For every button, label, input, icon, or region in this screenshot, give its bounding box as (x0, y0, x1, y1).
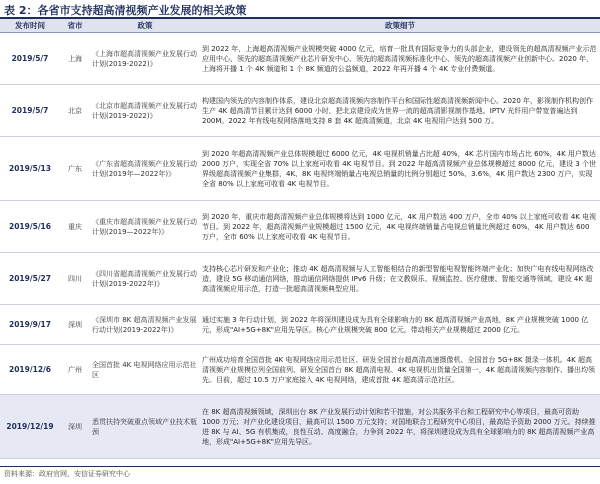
row-policy: 全国首批 4K 电视网络应用示范社区 (90, 345, 200, 395)
table-row (0, 395, 600, 459)
table-row (0, 137, 600, 201)
row-detail: 广州成功培育全国首批 4K 电视网络应用示范社区、研发全国首台超高清高速摄像机、全国首台 5G+8K 摄录一体机。4K 超高清视频产业规模位列全国前列、研发全国首台 8K 超高清电视、4K 电视机出货量全国第一，4K 超高清视频内容制作、播出均领先。目前，超过 10.5 万户家庭接入 4K 电视网络，建成首批 4K 超高清示范社区。 (200, 345, 600, 395)
row-policy: 《深圳市 8K 超高清视频产业发展行动计划(2019-2022年)》 (90, 305, 200, 345)
row-date: 2019/5/27 (0, 253, 60, 305)
row-detail: 到 2020 年，重庆市超高清视频产业总体规模将达到 1000 亿元，4K 用户数达 400 万户，全市 40% 以上家庭可收看 4K 电视节目。到 2022 年，超高清视频产业规模超过 1500 亿元，4K 电视终端销量占电视总销量比例超过 60%，4K 用户数达 600 万户，全市 60% 以上家庭可收看 4K 电视节目。 (200, 201, 600, 253)
header-detail: 政策细节 (200, 19, 600, 33)
row-date: 2019/5/7 (0, 33, 60, 85)
table-row (0, 253, 600, 305)
row-detail: 构建国内领先的内容制作体系，建设北京超高清视频内容制作平台和国际性超高清视频新闻中心。2020 年，影视制作机构创作生产 4K 超高清节目累计达到 6000 小时，把北京建设成为世界一流的超高清影视制作基地。IPTV 光纤用户带宽普遍达到 200M。2022 年有线电视网络落地支持 8 套 4K 超高清频道，北京 4K 电视用户达到 500 万。 (200, 85, 600, 137)
header-province: 省市 (60, 19, 90, 33)
row-date: 2019/9/17 (0, 305, 60, 345)
table-row (0, 305, 600, 345)
source-note: 资料来源：政府官网，安信证券研究中心 (4, 470, 130, 478)
row-date: 2019/5/7 (0, 85, 60, 137)
table-row (0, 33, 600, 85)
row-detail: 到 2022 年，上海超高清视频产业规模突破 4000 亿元，培育一批具有国际竞争力的头部企业，建设领先的超高清视频产业示范应用中心、领先的超高清视频产业芯片研发中心、领先的超高清视频标准化中心、领先的超高清视频产业创新中心。2020 年，上海将开播 1 个 4K 频道和 1 个 8K 频道的公益频道，2022 年再开播 4 个 4K 专业付费频道。 (200, 33, 600, 85)
row-date: 2019/5/16 (0, 201, 60, 253)
table-row (0, 201, 600, 253)
row-detail: 到 2020 年超高清视频产业总体规模超过 6000 亿元，4K 电视机销量占比超 40%，4K 芯片国内市场占比 60%，4K 用户数达 2000 万户，实现全省 70% 以上家庭可收看 4K 电视节目。到 2022 年超高清视频产业总体规模超过 8000 亿元，建设 3 个世界级超高清视频产业集群，4K、8K 电视终端销量占电视总销量的比例分别超过 50%、3.6%，4K 用户数达 2300 万户，实现全省 80% 以上家庭可收看 4K 电视节目。 (200, 137, 600, 201)
row-date: 2019/12/6 (0, 345, 60, 395)
row-province: 广东 (60, 137, 90, 201)
row-detail: 在 8K 超高清视频领域，深圳出台 8K 产业发展行动计划和若干措施，对公共服务平台和工程研究中心等项目，最高可资助 1000 万元；对产业化建设项目，最高可以 1500 万元支持；对国地联合工程研究中心项目，最高给予资助 2000 万元。持续推进 8K 与 AI、5G 有机集成，良性互动、高度融合，力争到 2022 年，将深圳建设成为具有全球影响力的 8K 超高清视频产业高地，形成"AI+5G+8K"应用先导区。 (200, 395, 600, 459)
table-row (0, 345, 600, 395)
row-date: 2019/12/19 (0, 395, 60, 459)
row-province: 重庆 (60, 201, 90, 253)
row-policy: 《四川省超高清视频产业发展行动计划(2019-2022年)》 (90, 253, 200, 305)
row-date: 2019/5/13 (0, 137, 60, 201)
table-row (0, 85, 600, 137)
row-policy: 《广东省超高清视频产业发展行动计划(2019年—2022年)》 (90, 137, 200, 201)
header-policy: 政策 (90, 19, 200, 33)
row-policy: 悉贯扶持突破重点领域产业技术瓶颈 (90, 395, 200, 459)
row-province: 深圳 (60, 395, 90, 459)
row-province: 广州 (60, 345, 90, 395)
row-policy: 《重庆市超高清视频产业发展行动计划(2019—2022年)》 (90, 201, 200, 253)
bottom-rule (0, 466, 600, 467)
row-province: 北京 (60, 85, 90, 137)
row-detail: 通过实施 3 年行动计划，到 2022 年将深圳建设成为具有全球影响力的 8K 超高清视频产业高地，8K 产业规模突破 1000 亿元，形成"AI+5G+8K"应用先导区。核心产业规模突破 800 亿元，带动相关产业规模超过 2000 亿元。 (200, 305, 600, 345)
row-province: 深圳 (60, 305, 90, 345)
header-date: 发布时间 (0, 19, 60, 33)
row-province: 上海 (60, 33, 90, 85)
policy-table (0, 19, 600, 459)
row-policy: 《北京市超高清视频产业发展行动计划(2019-2022)》 (90, 85, 200, 137)
row-province: 四川 (60, 253, 90, 305)
row-policy: 《上海市超高清视频产业发展行动计划(2019-2022)》 (90, 33, 200, 85)
row-detail: 支持核心芯片研发和产业化；推动 4K 超高清视频与人工智能相结合的新型智能电视智能终端产业化；加快广电有线电视网络改造，建设 5G 移动通信网络，推动通信网络提供 IPv6 升级；在文教娱乐、视频监控、医疗健康、智能交通等领域，建设 4K 超高清视频应用示范，打造一批超高清视频典型应用。 (200, 253, 600, 305)
header-row (0, 19, 600, 33)
table-title: 表 2：各省市支持超高清视频产业发展的相关政策 (4, 4, 247, 17)
